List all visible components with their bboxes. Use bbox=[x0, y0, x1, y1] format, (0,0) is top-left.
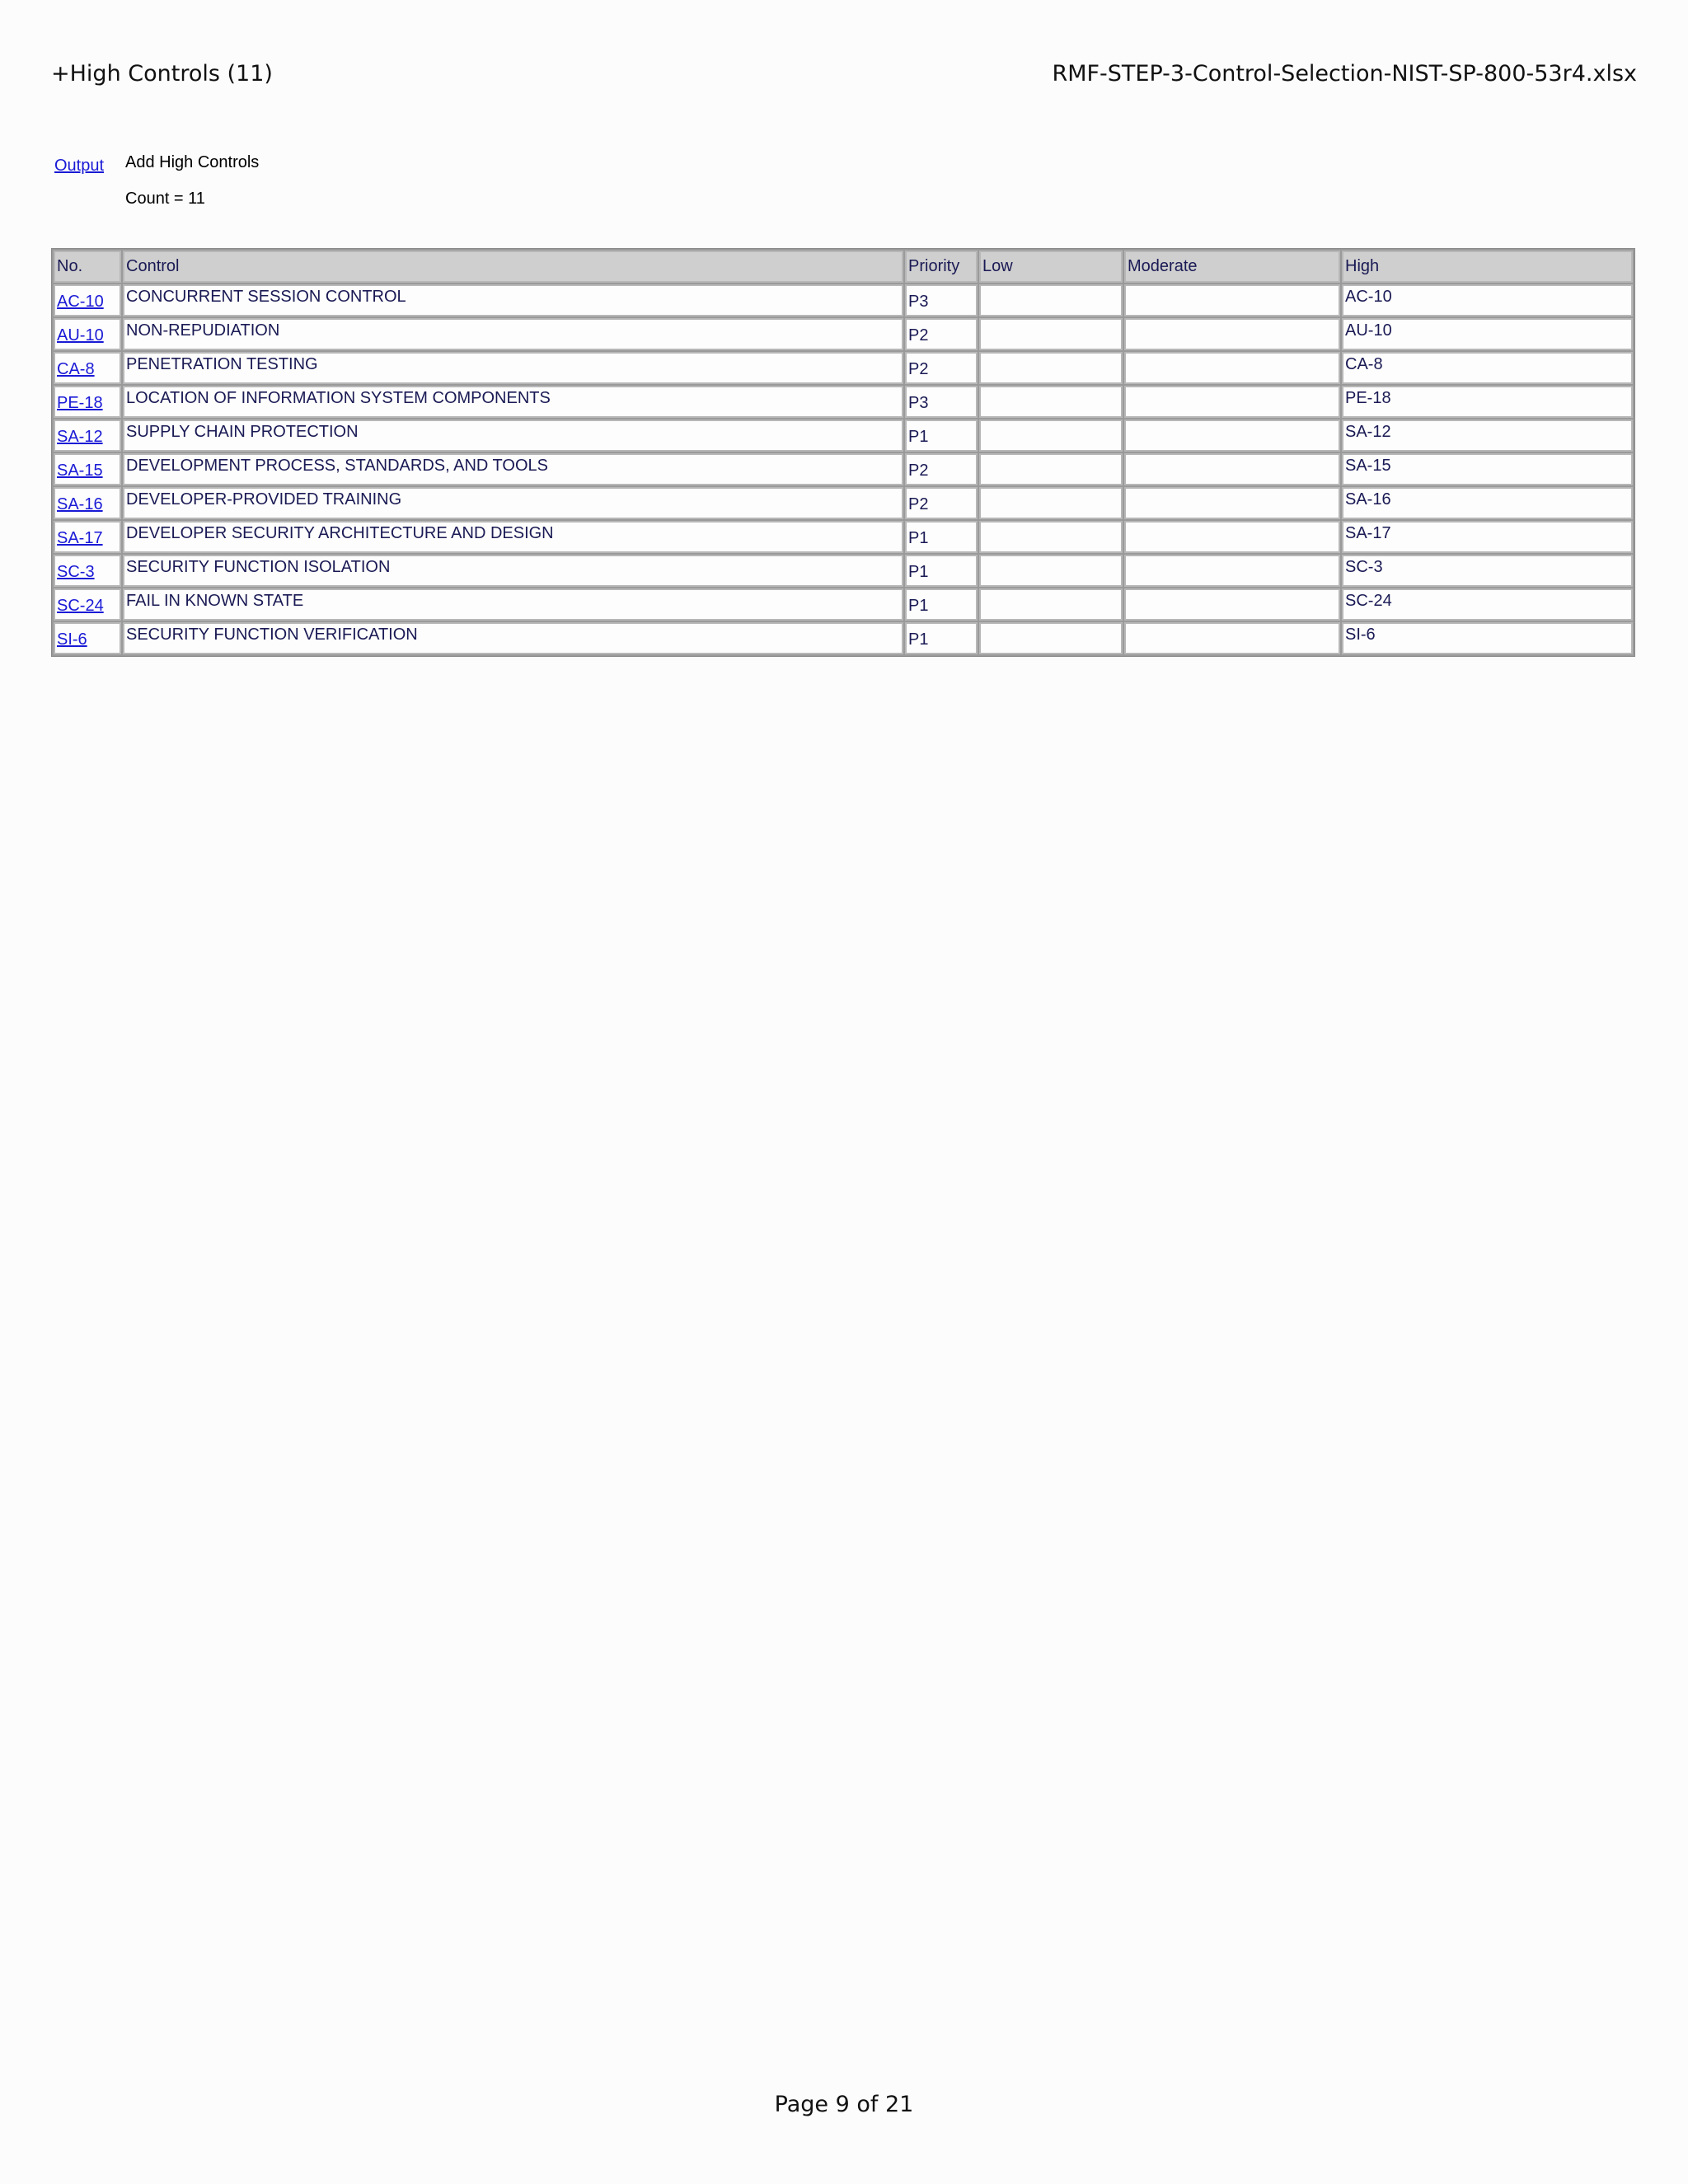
cell-low bbox=[979, 521, 1123, 553]
cell-moderate bbox=[1124, 453, 1340, 485]
priority-value: P1 bbox=[908, 563, 929, 581]
table-row bbox=[54, 284, 1633, 316]
cell-priority bbox=[905, 487, 978, 519]
cell-moderate bbox=[1124, 419, 1340, 452]
report-count: Count = 11 bbox=[125, 190, 205, 208]
priority-value: P2 bbox=[908, 462, 929, 480]
cell-control-name: CONCURRENT SESSION CONTROL bbox=[123, 284, 903, 316]
cell-control-name: SECURITY FUNCTION VERIFICATION bbox=[123, 622, 903, 654]
cell-moderate bbox=[1124, 622, 1340, 654]
page-number: Page 9 of 21 bbox=[774, 2092, 914, 2117]
cell-high: SA-17 bbox=[1342, 521, 1633, 553]
cell-no bbox=[54, 555, 121, 587]
table-row bbox=[54, 622, 1633, 654]
cell-priority bbox=[905, 386, 978, 418]
cell-high: SI-6 bbox=[1342, 622, 1633, 654]
cell-low bbox=[979, 284, 1123, 316]
cell-control-name: DEVELOPER SECURITY ARCHITECTURE AND DESIGN bbox=[123, 521, 903, 553]
table-row bbox=[54, 318, 1633, 350]
cell-moderate bbox=[1124, 352, 1340, 384]
cell-high: AC-10 bbox=[1342, 284, 1633, 316]
priority-value: P1 bbox=[908, 597, 929, 615]
controls-table bbox=[51, 248, 1635, 657]
table-row bbox=[54, 419, 1633, 452]
control-id-link[interactable]: SA-16 bbox=[57, 495, 103, 513]
table-row bbox=[54, 521, 1633, 553]
priority-value: P1 bbox=[908, 428, 929, 446]
header-no: No. bbox=[54, 251, 121, 283]
cell-high: AU-10 bbox=[1342, 318, 1633, 350]
cell-high: SA-15 bbox=[1342, 453, 1633, 485]
control-id-link[interactable]: AU-10 bbox=[57, 326, 104, 344]
meta-title-row bbox=[54, 148, 259, 185]
cell-no bbox=[54, 453, 121, 485]
cell-no bbox=[54, 284, 121, 316]
cell-no bbox=[54, 487, 121, 519]
cell-low bbox=[979, 588, 1123, 621]
control-id-link[interactable]: SA-15 bbox=[57, 462, 103, 480]
cell-high: SA-12 bbox=[1342, 419, 1633, 452]
cell-control-name: SECURITY FUNCTION ISOLATION bbox=[123, 555, 903, 587]
cell-low bbox=[979, 352, 1123, 384]
cell-low bbox=[979, 453, 1123, 485]
table-row bbox=[54, 352, 1633, 384]
table-row bbox=[54, 588, 1633, 621]
table-header-row bbox=[54, 251, 1633, 283]
control-id-link[interactable]: SA-17 bbox=[57, 529, 103, 547]
cell-low bbox=[979, 555, 1123, 587]
priority-value: P2 bbox=[908, 326, 929, 344]
cell-priority bbox=[905, 521, 978, 553]
cell-low bbox=[979, 386, 1123, 418]
cell-control-name: PENETRATION TESTING bbox=[123, 352, 903, 384]
header-control: Control bbox=[123, 251, 903, 283]
table-row bbox=[54, 487, 1633, 519]
cell-priority bbox=[905, 622, 978, 654]
cell-no bbox=[54, 521, 121, 553]
cell-low bbox=[979, 622, 1123, 654]
cell-priority bbox=[905, 453, 978, 485]
output-link-cell bbox=[54, 148, 125, 176]
table-row bbox=[54, 453, 1633, 485]
priority-value: P3 bbox=[908, 394, 929, 412]
output-link[interactable]: Output bbox=[54, 157, 105, 175]
cell-priority bbox=[905, 588, 978, 621]
table-body bbox=[54, 284, 1633, 654]
cell-control-name: NON-REPUDIATION bbox=[123, 318, 903, 350]
meta-count-row bbox=[54, 185, 259, 221]
cell-high: CA-8 bbox=[1342, 352, 1633, 384]
report-title: Add High Controls bbox=[125, 153, 260, 171]
control-id-link[interactable]: SI-6 bbox=[57, 630, 87, 649]
cell-moderate bbox=[1124, 318, 1340, 350]
cell-priority bbox=[905, 352, 978, 384]
cell-no bbox=[54, 318, 121, 350]
cell-no bbox=[54, 622, 121, 654]
cell-high: PE-18 bbox=[1342, 386, 1633, 418]
page-header-title: +High Controls (11) bbox=[51, 61, 273, 87]
control-id-link[interactable]: PE-18 bbox=[57, 394, 103, 412]
cell-control-name: DEVELOPER-PROVIDED TRAINING bbox=[123, 487, 903, 519]
priority-value: P2 bbox=[908, 495, 929, 513]
cell-control-name: FAIL IN KNOWN STATE bbox=[123, 588, 903, 621]
cell-moderate bbox=[1124, 588, 1340, 621]
cell-priority bbox=[905, 318, 978, 350]
control-id-link[interactable]: SA-12 bbox=[57, 428, 103, 446]
header-moderate: Moderate bbox=[1124, 251, 1340, 283]
cell-no bbox=[54, 588, 121, 621]
control-id-link[interactable]: SC-3 bbox=[57, 563, 95, 581]
cell-no bbox=[54, 419, 121, 452]
cell-low bbox=[979, 487, 1123, 519]
cell-priority bbox=[905, 555, 978, 587]
cell-moderate bbox=[1124, 284, 1340, 316]
priority-value: P2 bbox=[908, 360, 929, 378]
control-id-link[interactable]: AC-10 bbox=[57, 293, 104, 311]
table-row bbox=[54, 386, 1633, 418]
cell-priority bbox=[905, 284, 978, 316]
cell-no bbox=[54, 386, 121, 418]
cell-moderate bbox=[1124, 386, 1340, 418]
cell-high: SC-3 bbox=[1342, 555, 1633, 587]
cell-high: SC-24 bbox=[1342, 588, 1633, 621]
header-priority: Priority bbox=[905, 251, 978, 283]
control-id-link[interactable]: CA-8 bbox=[57, 360, 95, 378]
cell-control-name: DEVELOPMENT PROCESS, STANDARDS, AND TOOLS bbox=[123, 453, 903, 485]
cell-priority bbox=[905, 419, 978, 452]
priority-value: P3 bbox=[908, 293, 929, 311]
cell-high: SA-16 bbox=[1342, 487, 1633, 519]
cell-moderate bbox=[1124, 521, 1340, 553]
priority-value: P1 bbox=[908, 529, 929, 547]
cell-no bbox=[54, 352, 121, 384]
cell-moderate bbox=[1124, 555, 1340, 587]
header-low: Low bbox=[979, 251, 1123, 283]
control-id-link[interactable]: SC-24 bbox=[57, 597, 104, 615]
priority-value: P1 bbox=[908, 630, 929, 649]
cell-control-name: LOCATION OF INFORMATION SYSTEM COMPONENTS bbox=[123, 386, 903, 418]
header-high: High bbox=[1342, 251, 1633, 283]
cell-low bbox=[979, 318, 1123, 350]
report-meta bbox=[54, 148, 259, 221]
cell-moderate bbox=[1124, 487, 1340, 519]
table-row bbox=[54, 555, 1633, 587]
cell-control-name: SUPPLY CHAIN PROTECTION bbox=[123, 419, 903, 452]
page-header-filename: RMF-STEP-3-Control-Selection-NIST-SP-800-53r4.xlsx bbox=[1052, 61, 1637, 87]
cell-low bbox=[979, 419, 1123, 452]
